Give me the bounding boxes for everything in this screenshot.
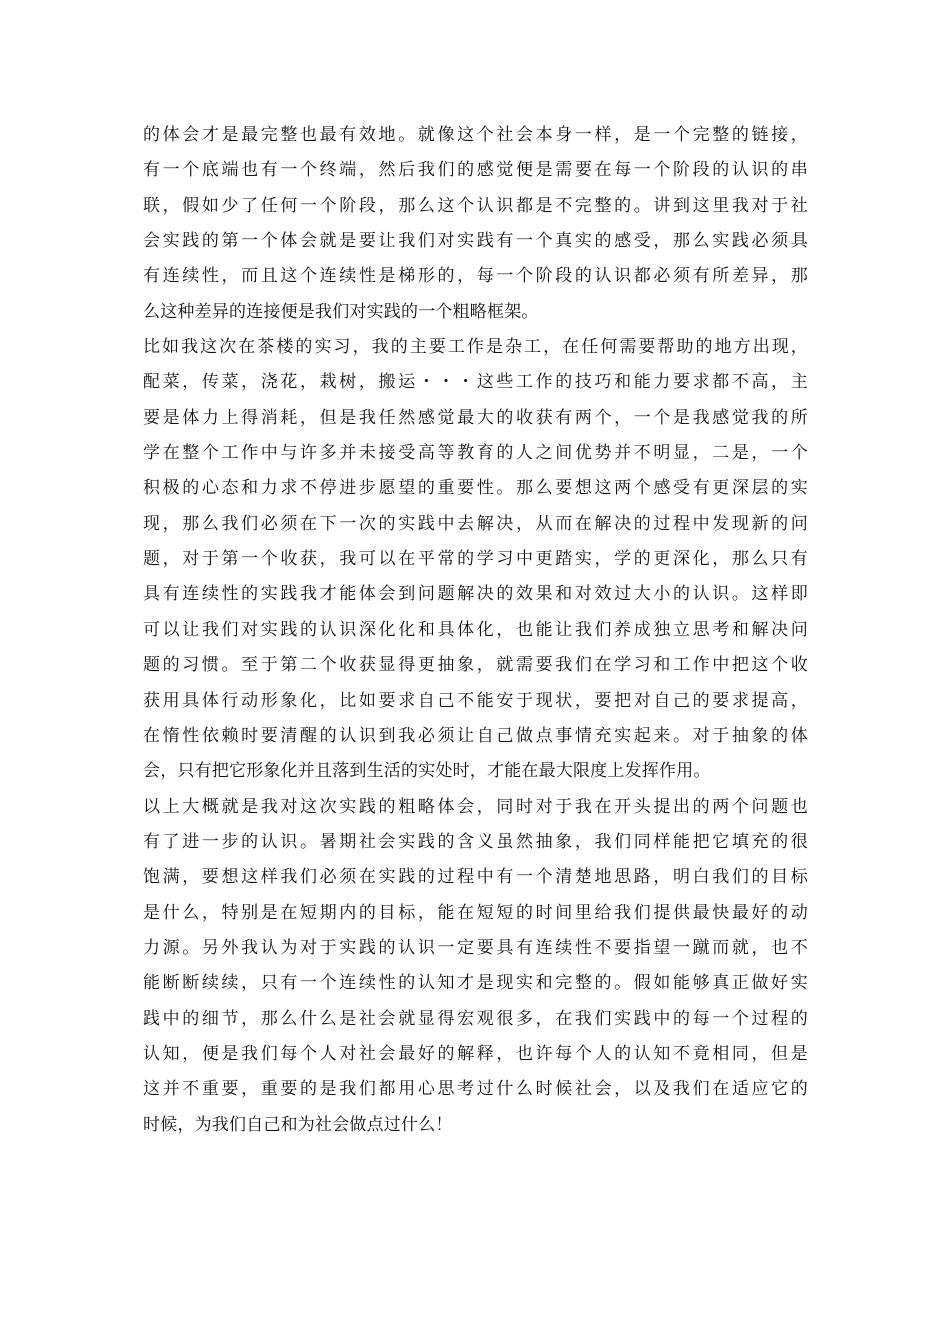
text-line: 题的习惯。至于第二个收获显得更抽象，就需要我们在学习和工作中把这个收	[143, 655, 808, 676]
body-text	[143, 118, 808, 1143]
text-line: 在惰性依赖时要清醒的认识到我必须让自己做点事情充实起来。对于抽象的体	[143, 725, 808, 746]
text-line: 现，那么我们必须在下一次的实践中去解决，从而在解决的过程中发现新的问	[143, 513, 808, 534]
text-line: 力源。另外我认为对于实践的认识一定要具有连续性不要指望一蹴而就，也不	[143, 937, 808, 958]
text-line: 有一个底端也有一个终端，然后我们的感觉便是需要在每一个阶段的认识的串	[143, 160, 808, 181]
text-line: 饱满，要想这样我们必须在实践的过程中有一个清楚地思路，明白我们的目标	[143, 867, 808, 888]
text-line: 这并不重要，重要的是我们都用心思考过什么时候社会，以及我们在适应它的	[143, 1079, 808, 1100]
text-line: 要是体力上得消耗，但是我任然感觉最大的收获有两个，一个是我感觉我的所	[143, 407, 808, 428]
text-line: 时候，为我们自己和为社会做点过什么！	[143, 1114, 453, 1135]
text-line: 有了进一步的认识。暑期社会实践的含义虽然抽象，我们同样能把它填充的很	[143, 831, 808, 852]
text-line: 么这种差异的连接便是我们对实践的一个粗略框架。	[143, 301, 539, 322]
text-line: 会实践的第一个体会就是要让我们对实践有一个真实的感受，那么实践必须具	[143, 231, 808, 252]
text-line: 可以让我们对实践的认识深化化和具体化，也能让我们养成独立思考和解决问	[143, 619, 808, 640]
text-line: 积极的心态和力求不停进步愿望的重要性。那么要想这两个感受有更深层的实	[143, 478, 808, 499]
text-line: 能断断续续，只有一个连续性的认知才是现实和完整的。假如能够真正做好实	[143, 973, 808, 994]
text-line: 具有连续性的实践我才能体会到问题解决的效果和对效过大小的认识。这样即	[143, 584, 808, 605]
text-line: 以上大概就是我对这次实践的粗略体会，同时对于我在开头提出的两个问题也	[143, 796, 808, 817]
text-line: 认知，便是我们每个人对社会最好的解释，也许每个人的认知不竟相同，但是	[143, 1043, 808, 1064]
text-line: 配菜，传菜，浇花，栽树，搬运・・・这些工作的技巧和能力要求都不高，主	[143, 372, 808, 393]
text-line: 有连续性，而且这个连续性是梯形的，每一个阶段的认识都必须有所差异，那	[143, 266, 808, 287]
text-line: 是什么，特别是在短期内的目标，能在短短的时间里给我们提供最快最好的动	[143, 902, 808, 923]
text-line: 比如我这次在茶楼的实习，我的主要工作是杂工，在任何需要帮助的地方出现，	[143, 337, 808, 358]
text-line: 会，只有把它形象化并且落到生活的实处时，才能在最大限度上发挥作用。	[143, 761, 711, 782]
text-line: 的体会才是最完整也最有效地。就像这个社会本身一样，是一个完整的链接，	[143, 125, 808, 145]
text-line: 获用具体行动形象化，比如要求自己不能安于现状，要把对自己的要求提高，	[143, 690, 808, 711]
text-line: 联，假如少了任何一个阶段，那么这个认识都是不完整的。讲到这里我对于社	[143, 195, 808, 216]
text-line: 践中的细节，那么什么是社会就显得宏观很多，在我们实践中的每一个过程的	[143, 1008, 808, 1029]
text-line: 题，对于第一个收获，我可以在平常的学习中更踏实，学的更深化，那么只有	[143, 549, 808, 570]
text-line: 学在整个工作中与许多并未接受高等教育的人之间优势并不明显，二是，一个	[143, 443, 808, 464]
